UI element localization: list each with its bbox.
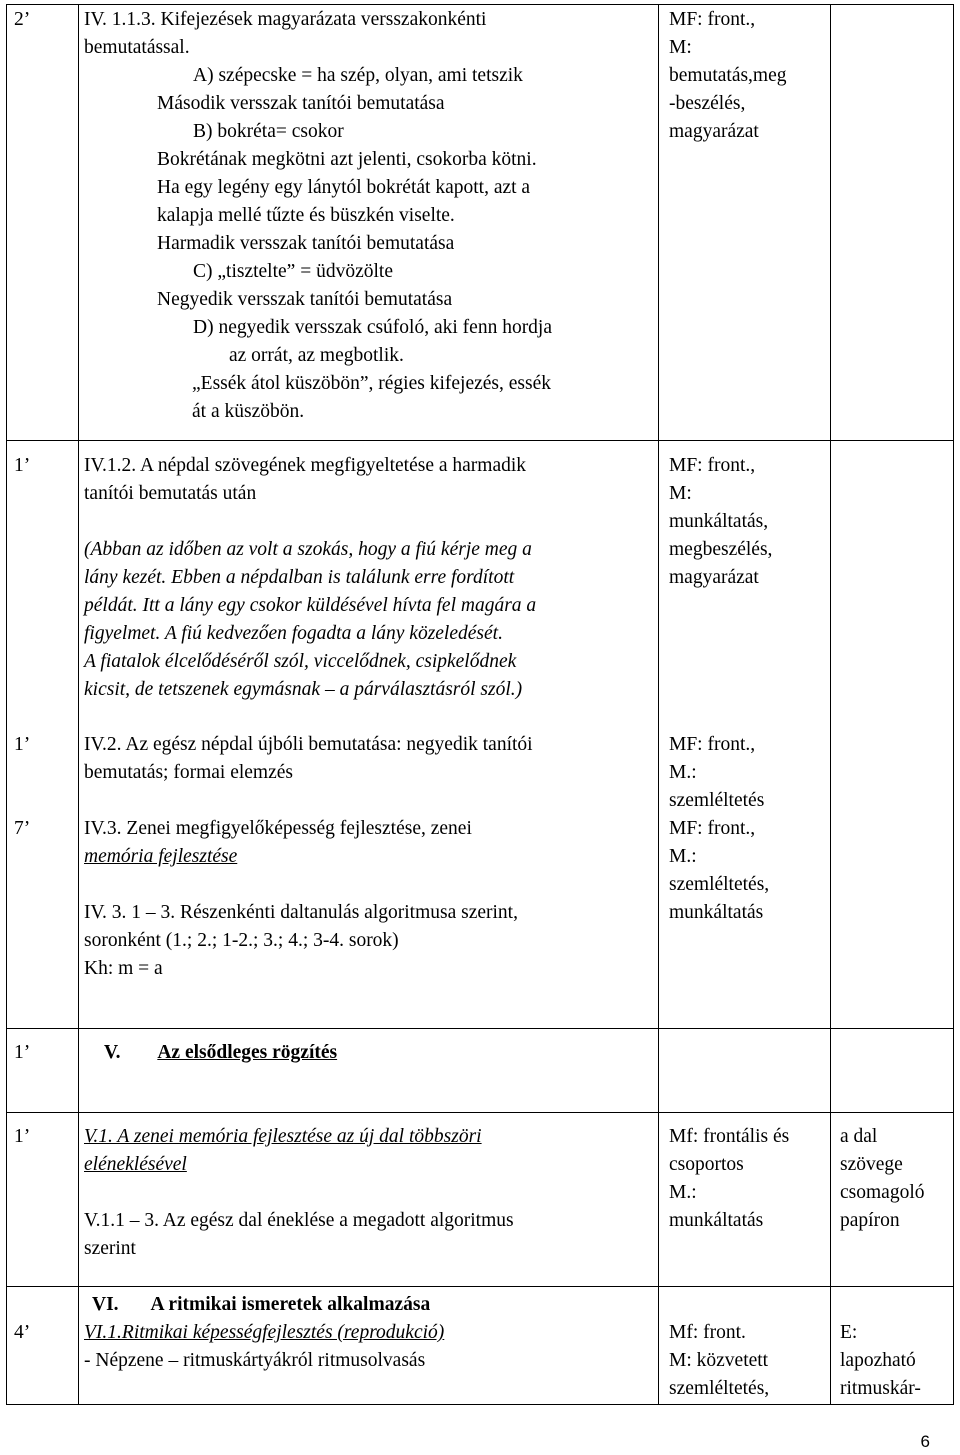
- content-cell: IV.3. Zenei megfigyelőképesség fejlesztése, zenei memória fejlesztése IV. 3. 1 – 3. Részenkénti daltanulás algoritmusa szerint, soronként (1.; 2.; 1-2.; 3.; 4.; 3-4. sorok) Kh: m = a: [84, 818, 518, 979]
- content-cell: IV.1.2. A népdal szövegének megfigyeltetése a harmadik tanítói bemutatás után (Abban az időben az volt a szokás, hogy a fiú kérje meg a lány kezét. Ebben a népdalban is találunk erre fordított példát. Itt a lány egy csokor küldésével hívta fel magára a figyelmet. A fiú kedvezően fogadta a lány közeledését. A fiatalok élcelődéséről szól, viccelődnek, csipkelődnek kicsit, de tetszenek egymásnak – a párválasztásról szól.): [84, 455, 537, 700]
- row-divider: [6, 1286, 954, 1287]
- table-border-right: [953, 4, 954, 1405]
- method-cell: MF: front., M.: szemléltetés, munkáltatás: [669, 818, 770, 923]
- column-divider-content: [658, 4, 659, 1405]
- tools-cell: a dal szövege csomagoló papíron: [840, 1126, 925, 1231]
- content-cell: IV.2. Az egész népdal újbóli bemutatása: negyedik tanítói bemutatás; formai elemzés: [84, 734, 533, 783]
- method-cell: Mf: frontális és csoportos M.: munkáltatás: [669, 1126, 790, 1231]
- page-number: 6: [920, 1432, 930, 1451]
- time-cell: 1’: [14, 455, 31, 476]
- tools-cell: E: lapozható ritmuskár-: [840, 1322, 921, 1399]
- row-divider: [6, 440, 954, 441]
- content-cell: V.1. A zenei memória fejlesztése az új dal többszöri eléneklésével V.1.1 – 3. Az egész dal éneklése a megadott algoritmus szerint: [84, 1126, 514, 1259]
- column-divider-time: [78, 4, 79, 1405]
- table-border-top: [6, 4, 954, 5]
- time-cell: 1’: [14, 1042, 31, 1063]
- time-cell: 2’: [14, 9, 31, 30]
- content-cell: IV. 1.1.3. Kifejezések magyarázata versszakonkénti bemutatással. A) szépecske = ha szép, olyan, ami tetszik Második versszak tanítói bemutatása B) bokréta= csokor Bokrétának megkötni azt jelenti, csokorba kötni. Ha egy legény egy lánytól bokrétát kapott, azt a kalapja mellé tűzte és büszkén viselte. Harmadik versszak tanítói bemutatása C) „tisztelte” = üdvözölte Negyedik versszak tanítói bemutatása D) negyedik versszak csúfoló, aki fenn hordja az orrát, az megbotlik. „Essék átol küszöbön”, régies kifejezés, essék át a küszöbön.: [84, 9, 553, 422]
- time-cell: 4’: [14, 1322, 31, 1343]
- table-border-bottom: [6, 1404, 954, 1405]
- content-cell: V. Az elsődleges rögzítés: [104, 1042, 338, 1063]
- method-cell: Mf: front. M: közvetett szemléltetés,: [669, 1322, 770, 1399]
- method-cell: MF: front., M: bemutatás,meg -beszélés, magyarázat: [669, 9, 787, 142]
- table-border-left: [6, 4, 7, 1405]
- method-cell: MF: front., M: munkáltatás, megbeszélés, magyarázat: [669, 455, 773, 588]
- time-cell: 1’: [14, 734, 31, 755]
- row-divider: [6, 1112, 954, 1113]
- content-cell: VI. A ritmikai ismeretek alkalmazása VI.1.Ritmikai képességfejlesztés (reprodukció) - Népzene – ritmuskártyákról ritmusolvasás: [84, 1294, 445, 1371]
- time-cell: 7’: [14, 818, 31, 839]
- time-cell: 1’: [14, 1126, 31, 1147]
- method-cell: MF: front., M.: szemléltetés: [669, 734, 765, 811]
- row-divider: [6, 1028, 954, 1029]
- column-divider-method: [830, 4, 831, 1405]
